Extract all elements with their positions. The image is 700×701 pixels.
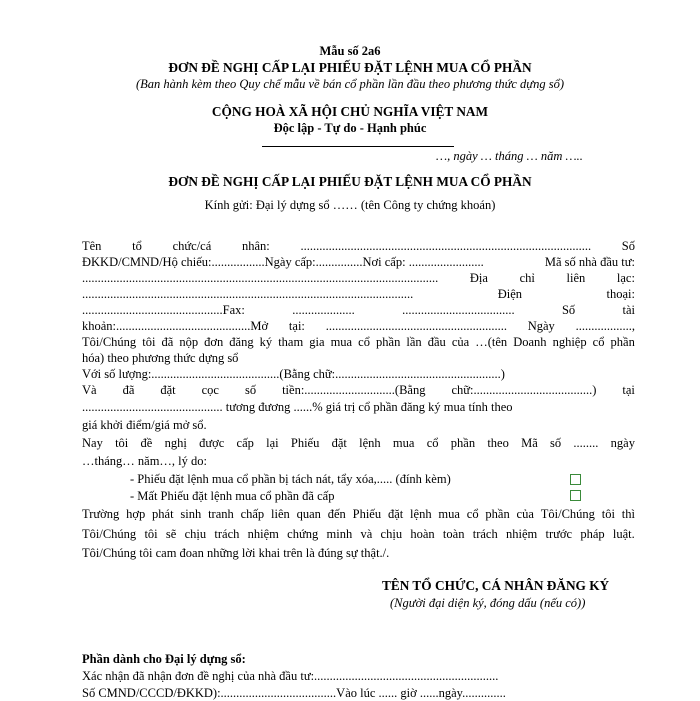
reason-lost-checkbox[interactable]	[570, 490, 581, 501]
national-motto: Độc lập - Tự do - Hạnh phúc	[273, 121, 427, 135]
body-line-12: giá khởi điểm/giá mở sổ.	[82, 418, 207, 432]
body-line-15: Trường hợp phát sinh tranh chấp liên quan đến Phiếu đặt lệnh mua cổ phần của Tôi/Chúng tôi thì	[82, 507, 635, 521]
form-code: Mẫu số 2a6	[319, 44, 381, 58]
body-line-2: ĐKKD/CMND/Hộ chiếu:.................Ngày cấp:...............Nơi cấp: ........................ Mã số nhà đầu tư:	[82, 255, 635, 269]
reason-torn: - Phiếu đặt lệnh mua cổ phần bị tách nát, tẩy xóa,..... (đính kèm)	[130, 472, 451, 486]
reason-lost: - Mất Phiếu đặt lệnh mua cổ phần đã cấp	[130, 489, 335, 503]
body-line-5: .............................................Fax: .................... .................................... Số tài	[82, 303, 635, 317]
date-line: …, ngày … tháng … năm …..	[436, 149, 583, 163]
body-line-17: Tôi/Chúng tôi cam đoan những lời khai trên là đúng sự thật./.	[82, 546, 390, 560]
signature-title: TÊN TỔ CHỨC, CÁ NHÂN ĐĂNG KÝ	[382, 578, 610, 593]
body-line-1: Tên tổ chức/cá nhân: ............................................................................................. Số	[82, 239, 635, 253]
document-title: ĐƠN ĐỀ NGHỊ CẤP LẠI PHIẾU ĐẶT LỆNH MUA CỔ PHẦN	[168, 174, 532, 189]
signature-note: (Người đại diện ký, đóng dấu (nếu có))	[390, 596, 586, 610]
agent-id-line: Số CMND/CCCD/ĐKKD):.....................................Vào lúc ...... giờ ......ngày..............	[82, 686, 506, 700]
body-line-14: …tháng… năm…, lý do:	[82, 454, 207, 468]
body-line-3: .................................................................................................................. Địa chỉ liên lạc:	[82, 271, 635, 285]
issued-note: (Ban hành kèm theo Quy chế mẫu về bán cổ phần lần đầu theo phương thức dựng sổ)	[135, 77, 565, 91]
body-line-16: Tôi/Chúng tôi sẽ chịu trách nhiệm chứng minh và chịu hoàn toàn trách nhiệm trước pháp luật.	[82, 527, 635, 541]
body-line-7: Tôi/Chúng tôi đã nộp đơn đăng ký tham gia mua cổ phần lần đầu của …(tên Doanh nghiệp cổ phần	[82, 335, 635, 349]
body-line-6: khoản:...........................................Mở tại: .......................................................... Ngày ..................,	[82, 319, 635, 333]
body-line-13: Nay tôi đề nghị được cấp lại Phiếu đặt lệnh mua cổ phần theo Mã số ........ ngày	[82, 436, 635, 450]
body-line-9: Với số lượng:.........................................(Bằng chữ:.....................................................)	[82, 367, 505, 381]
body-line-10: Và đã đặt cọc số tiền:.............................(Bằng chữ:......................................) tại	[82, 383, 635, 397]
country-name: CỘNG HOÀ XÃ HỘI CHỦ NGHĨA VIỆT NAM	[211, 104, 489, 119]
motto-underline	[262, 146, 454, 147]
recipient-line: Kính gửi: Đại lý dựng sổ …… (tên Công ty chứng khoán)	[204, 198, 496, 212]
body-line-4: .......................................................................................................... Điện thoại:	[82, 287, 635, 301]
body-line-8: hóa) theo phương thức dựng sổ	[82, 351, 239, 365]
agent-confirm-line: Xác nhận đã nhận đơn đề nghị của nhà đầu tư:...........................................................	[82, 669, 499, 683]
body-line-11: ............................................. tương đương ......% giá trị cổ phần đăng ký mua tính theo	[82, 400, 513, 414]
form-title: ĐƠN ĐỀ NGHỊ CẤP LẠI PHIẾU ĐẶT LỆNH MUA CỔ PHẦN	[168, 60, 532, 75]
reason-torn-checkbox[interactable]	[570, 474, 581, 485]
agent-heading: Phần dành cho Đại lý dựng sổ:	[82, 652, 246, 666]
